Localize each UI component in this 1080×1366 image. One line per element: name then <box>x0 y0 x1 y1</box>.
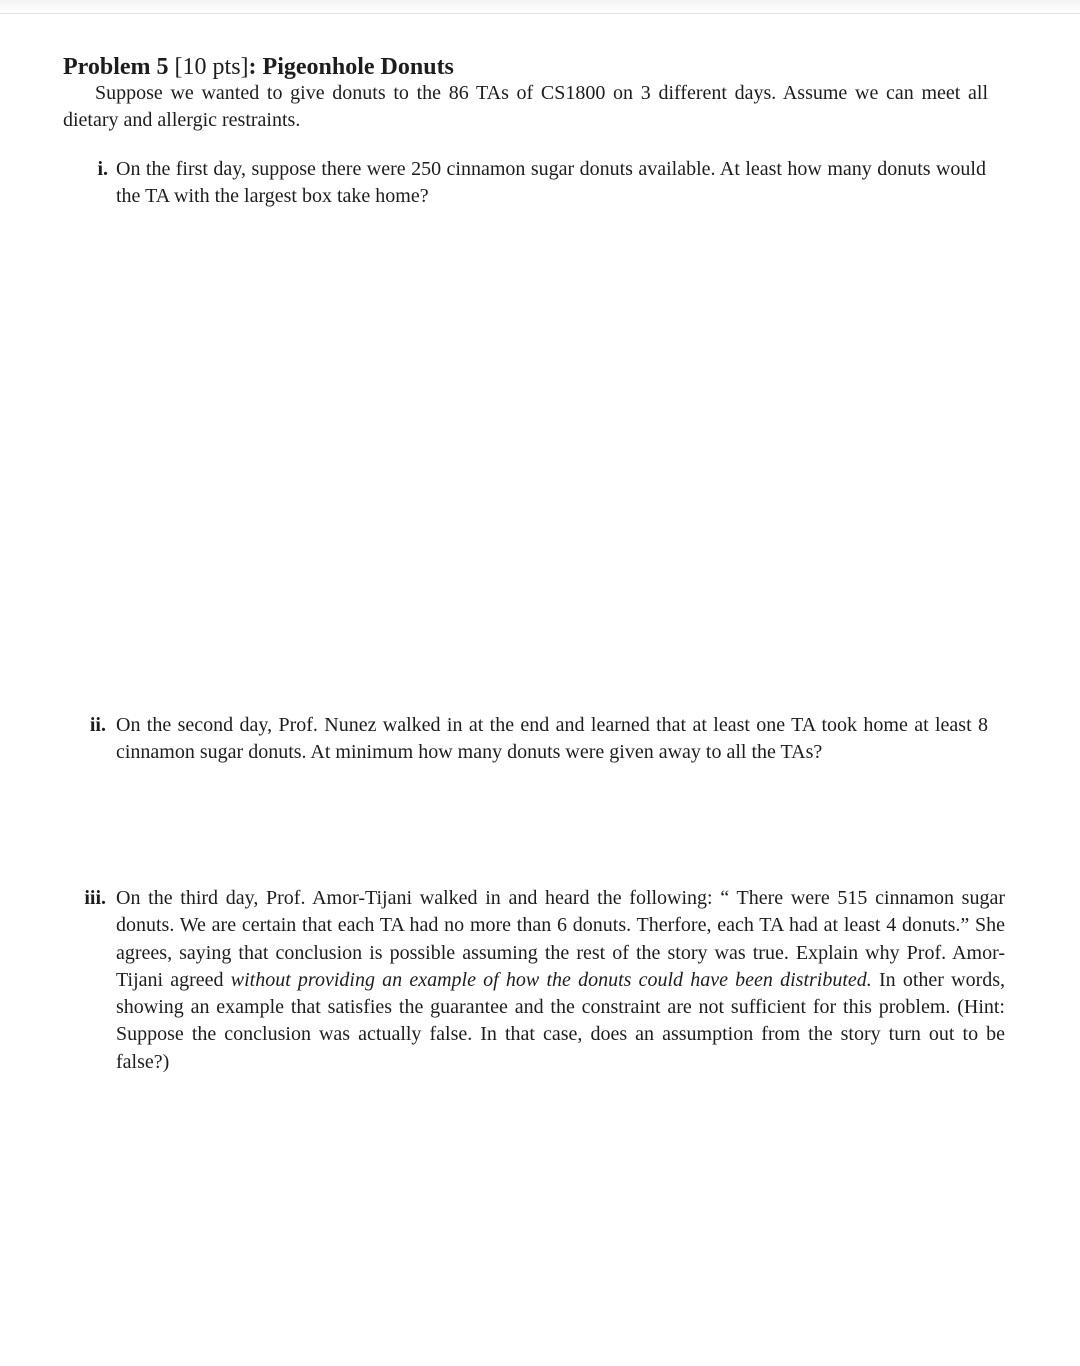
part-label: iii. <box>84 887 106 909</box>
problem-number: Problem 5 <box>63 54 169 80</box>
part-text <box>116 885 1005 1076</box>
problem-title <box>63 52 454 82</box>
part-label: i. <box>97 158 108 180</box>
part-text: On the first day, suppose there were 250 cinnamon sugar donuts available. At least how many donuts would the TA with the largest box take home? <box>116 158 986 208</box>
part-label: ii. <box>89 714 106 736</box>
problem-intro: Suppose we wanted to give donuts to the 86 TAs of CS1800 on 3 different days. Assume we can meet all dietary and allergic restraints. <box>63 82 988 131</box>
problem-name: : Pigeonhole Donuts <box>248 54 454 80</box>
part-text-emphasis: without providing an example of how the donuts could have been distributed. <box>230 968 872 991</box>
part-text-lead: On the third day, Prof. Amor-Tijani walked in and heard the following: “ There were 515 cinnamon sugar donuts. We are certain that each TA had no more than 6 donuts. Therfore, each TA had at least 4 donuts.” She agrees, saying that conclusion is possible assuming the rest of the story was true. Explain why Prof. Amor-Tijani agreed <box>116 887 1005 991</box>
problem-points: [10 pts] <box>174 54 249 80</box>
part-text-tail: In other words, showing an example that satisfies the guarantee and the constraint are not sufficient for this problem. (Hint: Suppose the conclusion was actually false. In that case, does an assumption from the story turn out to be false?) <box>116 968 1006 1073</box>
part-text: On the second day, Prof. Nunez walked in at the end and learned that at least one TA took home at least 8 cinnamon sugar donuts. At minimum how many donuts were given away to all the TAs? <box>116 714 988 764</box>
